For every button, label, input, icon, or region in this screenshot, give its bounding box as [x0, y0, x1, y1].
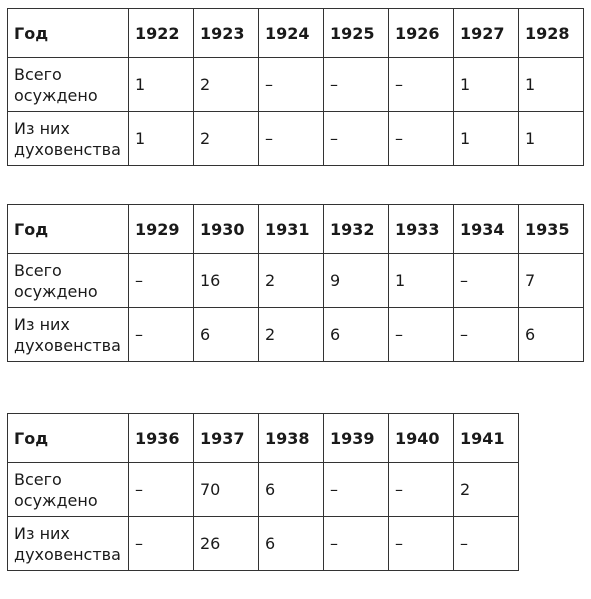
value-cell: –: [389, 112, 454, 166]
year-cell: 1937: [194, 414, 259, 463]
value-cell: 2: [454, 463, 519, 517]
year-cell: 1924: [259, 9, 324, 58]
value-cell: 6: [519, 308, 584, 362]
year-cell: 1936: [129, 414, 194, 463]
value-cell: –: [454, 308, 519, 362]
value-cell: –: [454, 517, 519, 571]
year-cell: 1923: [194, 9, 259, 58]
value-cell: 2: [259, 308, 324, 362]
value-cell: 6: [324, 308, 389, 362]
year-cell: 1922: [129, 9, 194, 58]
row-label: [8, 254, 129, 308]
value-cell: –: [389, 463, 454, 517]
table-row: [8, 308, 584, 362]
table-row: [8, 517, 519, 571]
value-cell: 1: [454, 112, 519, 166]
value-cell: –: [324, 463, 389, 517]
year-cell: 1940: [389, 414, 454, 463]
value-cell: 6: [259, 517, 324, 571]
table-row: [8, 254, 584, 308]
value-cell: 1: [129, 112, 194, 166]
row-label: [8, 112, 129, 166]
stats-table-2: [7, 204, 584, 362]
stats-table-3: [7, 413, 519, 571]
value-cell: –: [129, 254, 194, 308]
value-cell: 1: [389, 254, 454, 308]
value-cell: –: [324, 517, 389, 571]
year-cell: 1926: [389, 9, 454, 58]
row-label-line: Всего: [14, 469, 62, 489]
row-label-line: Всего: [14, 64, 62, 84]
year-cell: 1935: [519, 205, 584, 254]
value-cell: –: [389, 58, 454, 112]
value-cell: 9: [324, 254, 389, 308]
year-cell: 1941: [454, 414, 519, 463]
value-cell: –: [259, 112, 324, 166]
row-label: [8, 58, 129, 112]
row-label-line: осуждено: [14, 85, 98, 105]
year-cell: 1927: [454, 9, 519, 58]
year-cell: 1939: [324, 414, 389, 463]
year-cell: 1934: [454, 205, 519, 254]
value-cell: –: [389, 308, 454, 362]
year-cell: 1925: [324, 9, 389, 58]
value-cell: 26: [194, 517, 259, 571]
header-label: Год: [8, 9, 129, 58]
year-cell: 1931: [259, 205, 324, 254]
table-row: [8, 58, 584, 112]
row-label-line: Из них: [14, 314, 70, 334]
header-label: Год: [8, 414, 129, 463]
value-cell: –: [129, 463, 194, 517]
row-label-line: Из них: [14, 118, 70, 138]
year-cell: 1938: [259, 414, 324, 463]
value-cell: 2: [259, 254, 324, 308]
table-row: [8, 463, 519, 517]
year-cell: 1933: [389, 205, 454, 254]
year-cell: 1928: [519, 9, 584, 58]
row-label-line: духовенства: [14, 335, 121, 355]
value-cell: 1: [519, 58, 584, 112]
value-cell: 2: [194, 112, 259, 166]
year-cell: 1929: [129, 205, 194, 254]
year-cell: 1932: [324, 205, 389, 254]
header-row: [8, 205, 584, 254]
value-cell: 7: [519, 254, 584, 308]
value-cell: –: [129, 308, 194, 362]
value-cell: 6: [194, 308, 259, 362]
value-cell: 1: [519, 112, 584, 166]
row-label-line: духовенства: [14, 544, 121, 564]
row-label-line: духовенства: [14, 139, 121, 159]
value-cell: –: [324, 58, 389, 112]
header-label: Год: [8, 205, 129, 254]
row-label-line: Всего: [14, 260, 62, 280]
value-cell: 2: [194, 58, 259, 112]
row-label-line: осуждено: [14, 281, 98, 301]
value-cell: 1: [129, 58, 194, 112]
header-row: [8, 9, 584, 58]
value-cell: –: [259, 58, 324, 112]
value-cell: –: [389, 517, 454, 571]
value-cell: 1: [454, 58, 519, 112]
value-cell: –: [324, 112, 389, 166]
value-cell: –: [454, 254, 519, 308]
table-row: [8, 112, 584, 166]
row-label: [8, 517, 129, 571]
year-cell: 1930: [194, 205, 259, 254]
row-label: [8, 308, 129, 362]
row-label-line: Из них: [14, 523, 70, 543]
value-cell: 70: [194, 463, 259, 517]
row-label: [8, 463, 129, 517]
header-row: [8, 414, 519, 463]
value-cell: 6: [259, 463, 324, 517]
stats-table-1: [7, 8, 584, 166]
value-cell: –: [129, 517, 194, 571]
value-cell: 16: [194, 254, 259, 308]
row-label-line: осуждено: [14, 490, 98, 510]
